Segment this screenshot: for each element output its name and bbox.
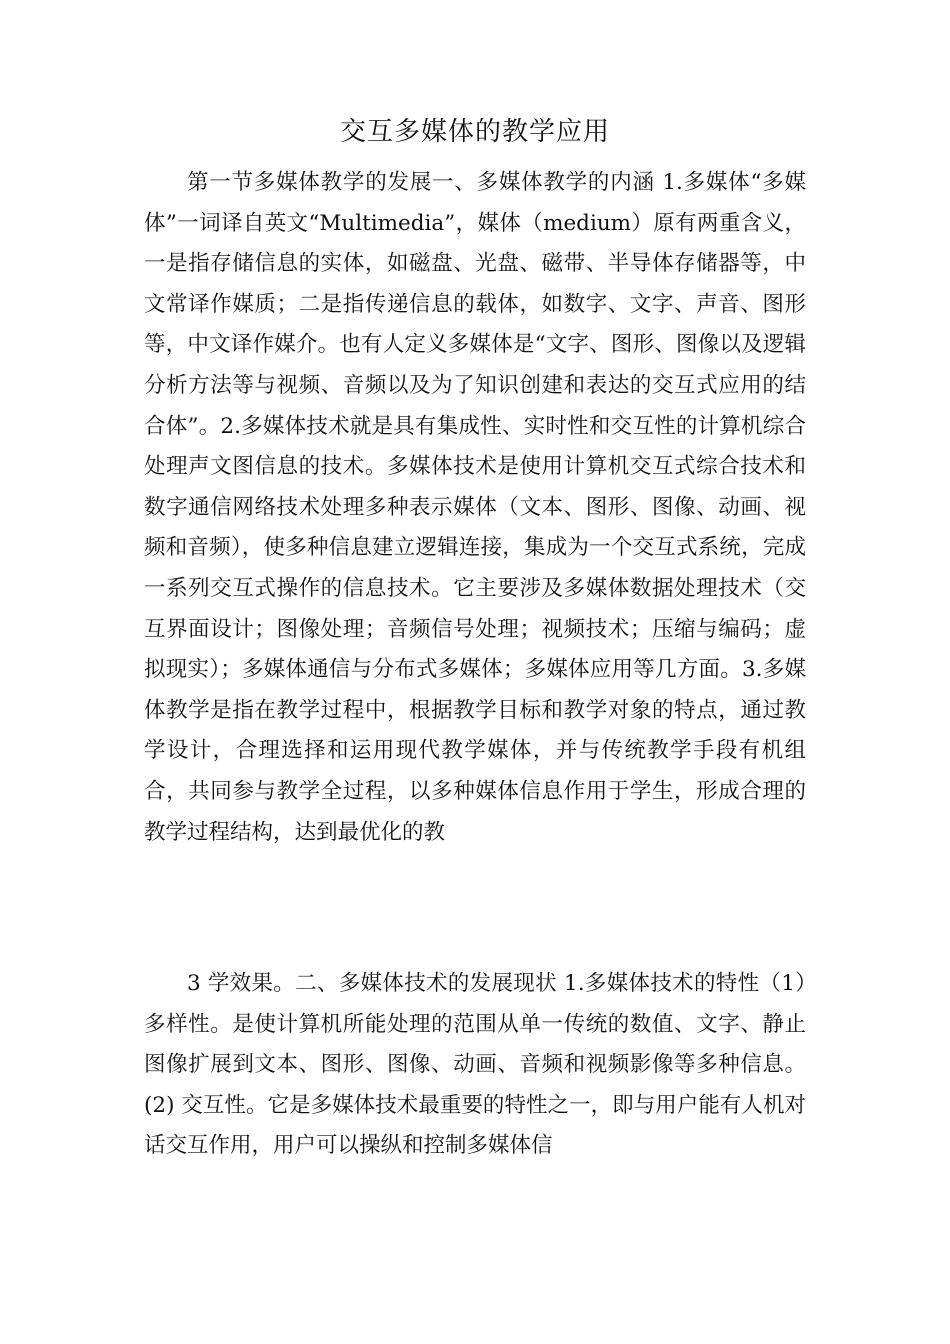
body-paragraph-1: 第一节多媒体教学的发展一、多媒体教学的内涵 1.多媒体“多媒体”一词译自英文“Multimedia”，媒体（medium）原有两重含义，一是指存储信息的实体，如磁盘、光盘、磁带、半导体存储器等，中文常译作媒质；二是指传递信息的载体，如数字、文字、声音、图形等，中文译作媒介。也有人定义多媒体是“文字、图形、图像以及逻辑分析方法等与视频、音频以及为了知识创建和表达的交互式应用的结合体”。2.多媒体技术就是具有集成性、实时性和交互性的计算机综合处理声文图信息的技术。多媒体技术是使用计算机交互式综合技术和数字通信网络技术处理多种表示媒体（文本、图形、图像、动画、视频和音频），使多种信息建立逻辑连接，集成为一个交互式系统，完成一系列交互式操作的信息技术。它主要涉及多媒体数据处理技术（交互界面设计；图像处理；音频信号处理；视频技术；压缩与编码；虚拟现实）；多媒体通信与分布式多媒体；多媒体应用等几方面。3.多媒体教学是指在教学过程中，根据教学目标和教学对象的特点，通过教学设计，合理选择和运用现代教学媒体，并与传统教学手段有机组合，共同参与教学全过程，以多种媒体信息作用于学生，形成合理的教学过程结构，达到最优化的教 — [144, 170, 806, 845]
document-title: 交互多媒体的教学应用 — [339, 117, 610, 147]
body-paragraph-2: 3 学效果。二、多媒体技术的发展现状 1.多媒体技术的特性（1）多样性。是使计算机所能处理的范围从单一传统的数值、文字、静止图像扩展到文本、图形、图像、动画、音频和视频影像等多种信息。(2) 交互性。它是多媒体技术最重要的特性之一，即与用户能有人机对话交互作用，用户可以操纵和控制多媒体信 — [144, 971, 806, 1159]
